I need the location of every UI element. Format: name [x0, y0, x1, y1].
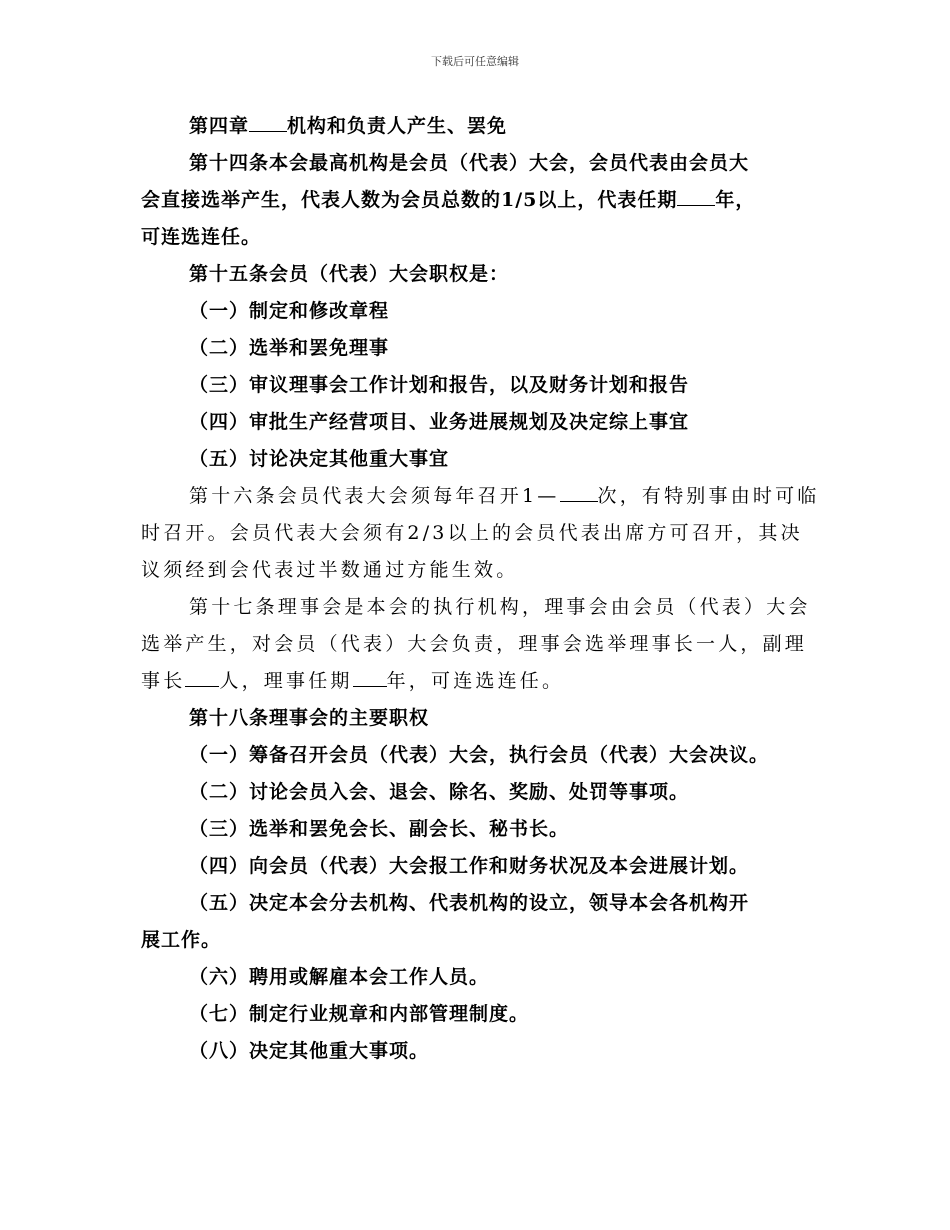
article-17-line-3c: 年，可连选连任。	[386, 670, 565, 692]
fill-in-blank	[249, 114, 287, 132]
article-18-item-5	[141, 885, 811, 959]
article-15-item: （五）讨论决定其他重大事宜	[189, 448, 450, 470]
article-18-item-5-line-1: （五）决定本会分去机构、代表机构的设立，领导本会各机构开	[189, 892, 750, 914]
document-body	[141, 108, 820, 1070]
article-16-line-1a: 第十六条会员代表大会须每年召开1—	[189, 485, 560, 507]
article-17-line-2: 选举产生，对会员（代表）大会负责，理事会选举理事长一人，副理	[141, 633, 808, 655]
article-16-line-3: 议须经到会代表过半数通过方能生效。	[141, 559, 519, 581]
article-18: 第十八条理事会的主要职权	[189, 707, 430, 729]
article-15-item: （二）选举和罢免理事	[189, 337, 390, 359]
chapter-title-a: 第四章	[189, 115, 250, 137]
article-16-line-1b: 次，有特别事由时可临	[597, 485, 820, 507]
article-14-line-2	[141, 182, 811, 219]
article-14-line-3: 可连选连任。	[141, 226, 262, 248]
article-18-item: （二）讨论会员入会、退会、除名、奖励、处罚等事项。	[189, 781, 690, 803]
article-17	[141, 589, 811, 700]
fill-in-blank	[185, 669, 219, 687]
fill-in-blank	[353, 669, 387, 687]
article-18-item: （三）选举和罢免会长、副会长、秘书长。	[189, 818, 570, 840]
article-18-item: （七）制定行业规章和内部管理制度。	[189, 1003, 530, 1025]
article-17-line-3b: 人，理事任期	[219, 670, 353, 692]
fill-in-blank	[677, 188, 715, 206]
article-17-line-3	[141, 663, 811, 700]
article-14	[141, 145, 811, 256]
article-18-item-5-line-2: 展工作。	[141, 929, 222, 951]
article-15-item: （三）审议理事会工作计划和报告，以及财务计划和报告	[189, 374, 690, 396]
article-15: 第十五条会员（代表）大会职权是：	[189, 263, 510, 285]
article-14-line-2b: 年，	[715, 189, 756, 211]
article-18-item: （四）向会员（代表）大会报工作和财务状况及本会进展计划。	[189, 855, 750, 877]
article-16-line-2: 时召开。会员代表大会须有2/3以上的会员代表出席方可召开，其决	[141, 522, 803, 544]
page-header: 下载后可任意编辑	[431, 55, 519, 68]
article-14-line-2a: 会直接选举产生，代表人数为会员总数的1/5以上，代表任期	[141, 189, 678, 211]
article-17-line-3a: 事长	[141, 670, 186, 692]
article-14-line-1: 第十四条本会最高机构是会员（代表）大会，会员代表由会员大	[189, 152, 750, 174]
article-15-item: （一）制定和修改章程	[189, 300, 390, 322]
article-15-item: （四）审批生产经营项目、业务进展规划及决定综上事宜	[189, 411, 690, 433]
article-17-line-1: 第十七条理事会是本会的执行机构，理事会由会员（代表）大会	[189, 596, 811, 618]
chapter-title	[141, 108, 811, 145]
article-18-item: （八）决定其他重大事项。	[189, 1040, 430, 1062]
article-16-line-1	[189, 485, 820, 507]
fill-in-blank	[560, 484, 598, 502]
article-18-item: （六）聘用或解雇本会工作人员。	[189, 966, 490, 988]
chapter-title-b: 机构和负责人产生、罢免	[287, 115, 508, 137]
article-16	[141, 478, 820, 589]
article-18-item: （一）筹备召开会员（代表）大会，执行会员（代表）大会决议。	[189, 744, 770, 766]
